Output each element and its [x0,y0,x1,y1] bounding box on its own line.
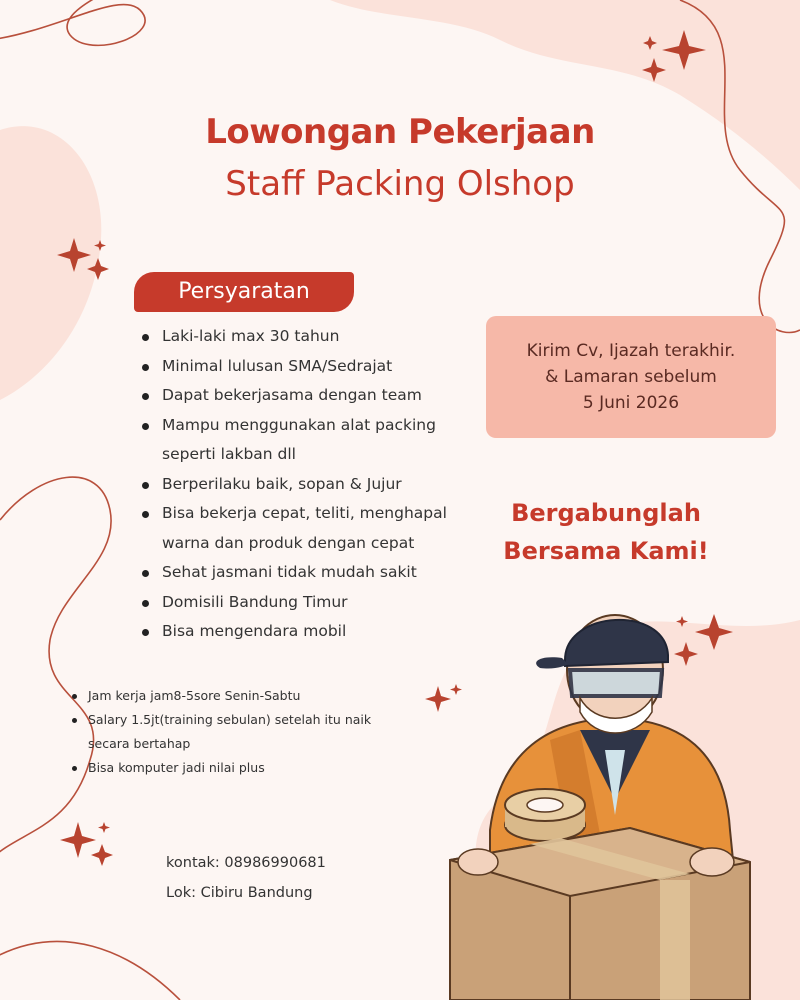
list-item: Mampu menggunakan alat packing seperti lakban dll [140,411,470,470]
list-item: Domisili Bandung Timur [140,588,470,618]
list-item: Minimal lulusan SMA/Sedrajat [140,352,470,382]
squiggle-top-left [0,0,145,45]
cta-line: Bersama Kami! [503,537,709,565]
contact-info [166,848,326,908]
list-item: Laki-laki max 30 tahun [140,322,470,352]
list-item: Sehat jasmani tidak mudah sakit [140,558,470,588]
list-item: Bisa komputer jadi nilai plus [70,756,390,780]
page-title: Lowongan Pekerjaan [205,112,595,152]
list-item: Jam kerja jam8-5sore Senin-Sabtu [70,684,390,708]
contact-phone: kontak: 08986990681 [166,855,326,871]
sparkle-icon [640,28,710,88]
list-item: Bisa bekerja cepat, teliti, menghapal warna dan produk dengan cepat [140,499,470,558]
requirements-list [140,322,470,647]
apply-info-box [486,316,776,438]
list-item: Salary 1.5jt(training sebulan) setelah itu naik secara bertahap [70,708,390,756]
apply-line: & Lamaran sebelum [545,367,717,387]
list-item: Berperilaku baik, sopan & Jujur [140,470,470,500]
apply-deadline: 5 Juni 2026 [582,393,680,413]
top-right-blob [330,0,800,190]
requirements-heading: Persyaratan [134,272,354,312]
sparkle-icon [56,234,116,284]
list-item: Dapat bekerjasama dengan team [140,381,470,411]
extra-info-list [70,684,390,780]
squiggle-bottom-left [0,941,180,1000]
cta-line: Bergabunglah [511,499,701,527]
apply-line: Kirim Cv, Ijazah terakhir. [526,341,736,361]
list-item: Bisa mengendara mobil [140,617,470,647]
squiggle-left [0,477,111,860]
sparkle-icon [58,818,118,870]
page-subtitle: Staff Packing Olshop [225,164,575,204]
worker-illustration [430,600,800,1000]
call-to-action [466,494,746,570]
contact-location: Lok: Cibiru Bandung [166,885,313,901]
